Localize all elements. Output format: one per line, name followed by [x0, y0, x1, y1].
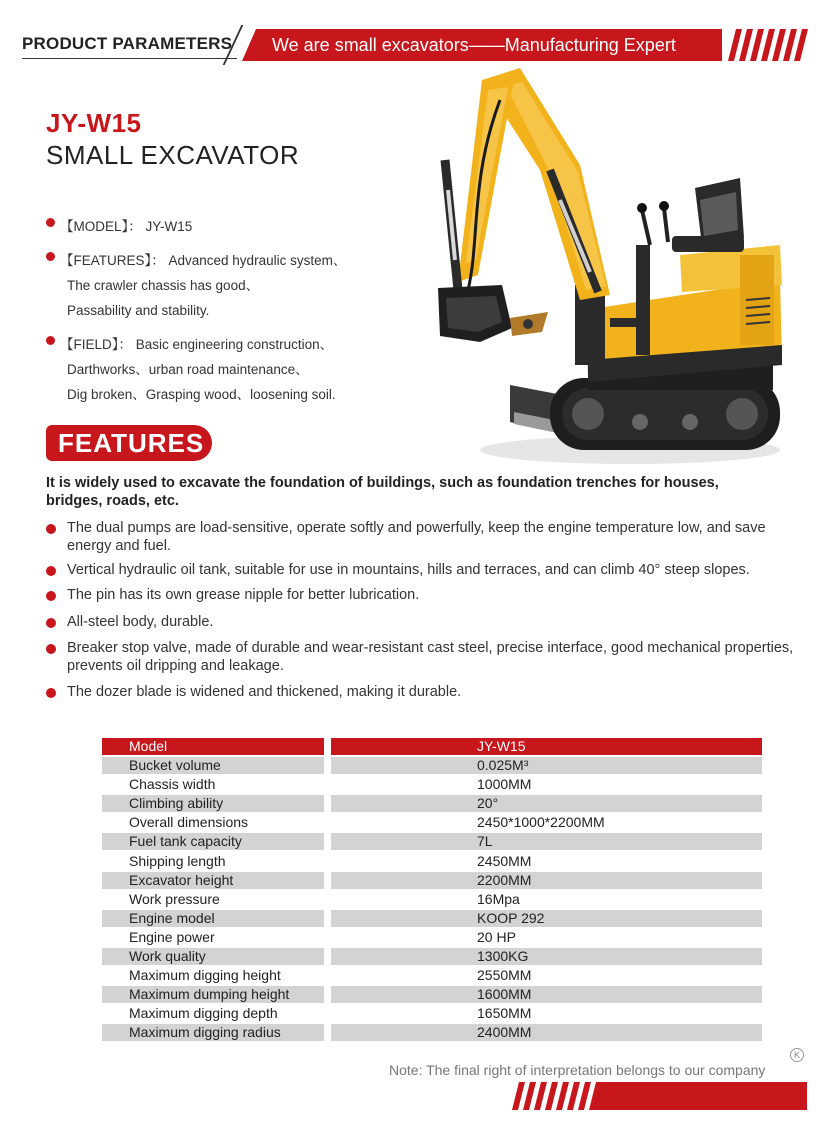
table-cell-value: 1650MM [477, 1005, 532, 1022]
table-row [102, 872, 762, 891]
spec-item-model [46, 214, 426, 239]
table-cell-label: Work quality [102, 948, 324, 965]
bullet-dot [46, 566, 56, 576]
table-header-row [102, 738, 762, 757]
table-cell-value: 1600MM [331, 986, 762, 1003]
table-row [102, 948, 762, 967]
table-cell-label: Fuel tank capacity [102, 833, 324, 850]
table-row [102, 776, 762, 795]
header-banner-text: We are small excavators——Manufacturing Expert [272, 35, 676, 55]
section-title: PRODUCT PARAMETERS [22, 34, 233, 53]
table-cell-label: Engine model [102, 910, 324, 927]
bullet-dot [46, 618, 56, 628]
table-header-cell: Model [102, 738, 324, 755]
table-row [102, 967, 762, 986]
bullet-dot [46, 336, 55, 345]
table-cell-value: KOOP 292 [331, 910, 762, 927]
table-cell-value: 2550MM [477, 967, 532, 984]
table-cell-label: Bucket volume [102, 757, 324, 774]
footer-note: Note: The final right of interpretation belongs to our company [389, 1062, 766, 1078]
product-name: SMALL EXCAVATOR [46, 140, 300, 170]
table-cell-label: Engine power [129, 928, 215, 945]
table-cell-label: Work pressure [129, 890, 220, 907]
table-row [102, 929, 762, 948]
feature-text: The dozer blade is widened and thickened, making it durable. [67, 684, 462, 700]
table-cell-value: 1300KG [331, 948, 762, 965]
spec-line: Darthworks、urban road maintenance、 [67, 362, 309, 377]
feature-item [46, 519, 806, 555]
feature-item [46, 561, 806, 579]
table-cell-label: Excavator height [102, 872, 324, 889]
table-header-cell: JY-W15 [331, 738, 762, 755]
spec-line: Passability and stability. [67, 303, 210, 318]
table-row [102, 853, 762, 872]
model-code: JY-W15 [46, 108, 142, 138]
table-cell-label: Overall dimensions [129, 814, 249, 831]
table-cell-value: 2200MM [331, 872, 762, 889]
bullet-dot [46, 688, 56, 698]
excavator-image [410, 60, 790, 470]
features-intro: It is widely used to excavate the foundation of buildings, such as foundation trenches for houses, bridges, roads, etc. [46, 475, 719, 509]
table-cell-label: Shipping length [129, 852, 226, 869]
bullet-dot [46, 644, 56, 654]
spec-line: 【FEATURES】： Advanced hydraulic system、 [60, 253, 347, 268]
bullet-dot [46, 524, 56, 534]
feature-item [46, 586, 806, 604]
spec-list [46, 214, 426, 416]
bullet-dot [46, 218, 55, 227]
table-row [102, 1005, 762, 1024]
feature-text: Breaker stop valve, made of durable and wear-resistant cast steel, precise interface, good mechanical properties, prevents oil dripping and leakage. [67, 640, 794, 674]
section-title-underline [22, 58, 237, 59]
table-cell-label: Climbing ability [102, 795, 324, 812]
table-cell-value: 2400MM [331, 1024, 762, 1041]
feature-item [46, 683, 806, 701]
spec-line: 【FIELD】： Basic engineering construction、 [60, 337, 334, 352]
feature-item [46, 613, 806, 631]
table-row [102, 814, 762, 833]
footer-bar [600, 1082, 807, 1110]
table-row [102, 757, 762, 776]
features-heading: FEATURES [58, 428, 205, 458]
table-row [102, 833, 762, 852]
table-cell-label: Chassis width [129, 776, 216, 793]
header-stripes [722, 29, 808, 61]
feature-text: All-steel body, durable. [67, 614, 214, 630]
table-cell-value: 0.025M³ [331, 757, 762, 774]
spec-line: The crawler chassis has good、 [67, 278, 260, 293]
table-cell-value: 20° [331, 795, 762, 812]
table-cell-label: Maximum dumping height [102, 986, 324, 1003]
table-row [102, 891, 762, 910]
feature-text: Vertical hydraulic oil tank, suitable for use in mountains, hills and terraces, and can climb 40° steep slopes. [67, 562, 750, 578]
k-mark-icon: K [790, 1048, 804, 1062]
table-cell-label: Maximum digging height [129, 967, 281, 984]
table-cell-label: Maximum digging depth [129, 1005, 278, 1022]
table-cell-value: 2450MM [477, 852, 532, 869]
table-row [102, 910, 762, 929]
spec-item-features [46, 248, 426, 323]
table-cell-value: 7L [331, 833, 762, 850]
spec-line: 【MODEL】： JY-W15 [60, 219, 193, 234]
table-row [102, 986, 762, 1005]
table-cell-value: 16Mpa [477, 890, 520, 907]
feature-text: The dual pumps are load-sensitive, operate softly and powerfully, keep the engine temperature low, and save energy and fuel. [67, 520, 766, 554]
bullet-dot [46, 252, 55, 261]
footer-stripes [512, 1082, 602, 1110]
feature-text: The pin has its own grease nipple for better lubrication. [67, 587, 420, 603]
spec-item-field [46, 332, 426, 407]
table-cell-value: 1000MM [477, 776, 532, 793]
bullet-dot [46, 591, 56, 601]
parameter-table [102, 738, 762, 1044]
table-row [102, 1024, 762, 1043]
table-cell-value: 2450*1000*2200MM [477, 814, 605, 831]
table-row [102, 795, 762, 814]
feature-item [46, 639, 806, 675]
table-cell-label: Maximum digging radius [102, 1024, 324, 1041]
table-cell-value: 20 HP [477, 928, 516, 945]
spec-line: Dig broken、Grasping wood、loosening soil. [67, 387, 336, 402]
